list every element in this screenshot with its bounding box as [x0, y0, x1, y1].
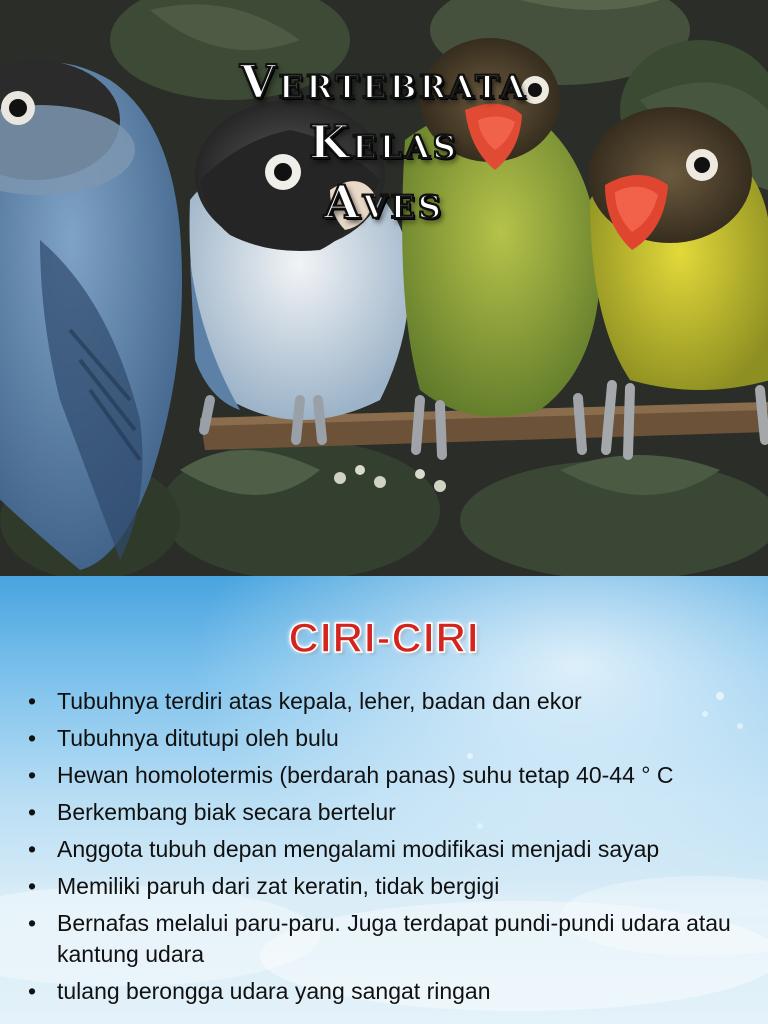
list-item-text: Tubuhnya terdiri atas kepala, leher, badan dan ekor: [57, 688, 582, 714]
list-item: [28, 834, 763, 865]
bullet-icon: •: [28, 873, 37, 899]
list-item-text: Berkembang biak secara bertelur: [57, 799, 396, 825]
list-item: [28, 871, 763, 902]
title-line-2: Kelas: [309, 115, 459, 169]
bullet-icon: •: [28, 688, 37, 714]
bullet-icon: •: [28, 799, 37, 825]
characteristics-list: [28, 686, 763, 1013]
list-item-text: Memiliki paruh dari zat keratin, tidak bergigi: [57, 873, 500, 899]
title-line-1: Vertebrata: [240, 55, 528, 109]
list-item-text: tulang berongga udara yang sangat ringan: [57, 978, 491, 1004]
list-item-text: Bernafas melalui paru-paru. Juga terdapat pundi-pundi udara atau kantung udara: [57, 910, 731, 967]
bullet-icon: •: [28, 978, 37, 1004]
list-item: [28, 686, 763, 717]
bullet-icon: •: [28, 836, 37, 862]
title-line-3: Aves: [323, 175, 445, 229]
list-item: [28, 908, 763, 970]
slide-heading: CIRI-CIRI: [288, 614, 480, 661]
title: [0, 52, 768, 232]
list-item: [28, 976, 763, 1007]
list-item: [28, 797, 763, 828]
list-item: [28, 723, 763, 754]
bullet-icon: •: [28, 725, 37, 751]
list-item-text: Hewan homolotermis (berdarah panas) suhu tetap 40-44 ° C: [57, 762, 674, 788]
bullet-icon: •: [28, 910, 37, 936]
list-item-text: Anggota tubuh depan mengalami modifikasi menjadi sayap: [57, 836, 660, 862]
characteristics-slide: [0, 576, 768, 1024]
list-item: [28, 760, 763, 791]
list-item-text: Tubuhnya ditutupi oleh bulu: [57, 725, 339, 751]
bullet-icon: •: [28, 762, 37, 788]
